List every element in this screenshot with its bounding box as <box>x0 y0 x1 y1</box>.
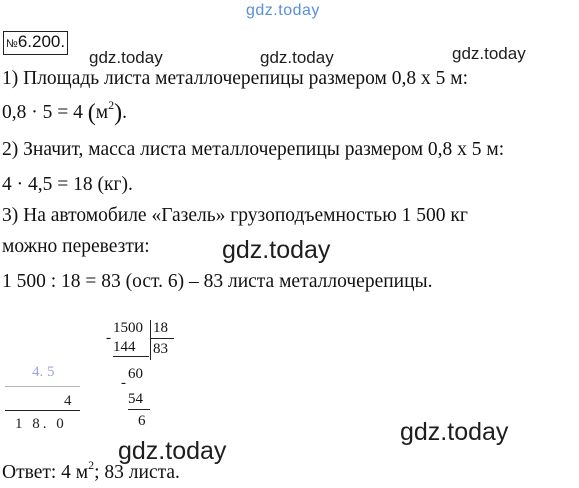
solution-line-6: можно перевезти: <box>2 236 150 257</box>
final-remainder: 6 <box>138 413 146 429</box>
solution-line-4: 4 · 4,5 = 18 (кг). <box>2 174 133 195</box>
watermark: gdz.today <box>452 44 526 63</box>
solution-line-5: 3) На автомобиле «Газель» грузоподъемностью 1 500 кг <box>2 205 468 226</box>
product: 1 8. 0 <box>15 416 67 432</box>
watermark: gdz.today <box>400 418 509 446</box>
answer <box>2 458 180 484</box>
subtrahend-2: 54 <box>128 391 143 407</box>
watermark-top: gdz.today <box>246 2 320 19</box>
multiplicand: 4. 5 <box>32 364 55 380</box>
remainder-1: 60 <box>128 366 143 382</box>
quotient: 83 <box>153 341 168 357</box>
area-exponent: 2 <box>108 98 115 112</box>
subtrahend-1: 144 <box>113 339 136 355</box>
area-expression: 0,8 · 5 = 4 <box>2 102 83 123</box>
solution-line-2: 0,8 · 5 = 4 $(м^2)$. <box>2 98 127 126</box>
period: . <box>122 102 127 123</box>
solution-line-7: 1 500 : 18 = 83 (ост. 6) – 83 листа металлочерепицы. <box>2 271 433 292</box>
number-sign: № <box>6 38 18 50</box>
multiplier: 4 <box>64 393 72 409</box>
problem-number-value: 6.200. <box>17 32 66 51</box>
solution-line-1: 1) Площадь листа металлочерепицы размером 0,8 х 5 м: <box>2 68 469 89</box>
minus-sign: - <box>121 375 126 391</box>
answer-prefix: Ответ: 4 м <box>2 462 89 483</box>
watermark: gdz.today <box>118 437 227 465</box>
answer-suffix: ; 83 листа. <box>94 462 180 483</box>
watermark: gdz.today <box>89 48 163 67</box>
area-unit: м <box>95 102 109 123</box>
watermark: gdz.today <box>260 48 334 67</box>
answer-exponent: 2 <box>88 458 95 472</box>
problem-number <box>3 31 68 55</box>
solution-line-3: 2) Значит, масса листа металлочерепицы размером 0,8 х 5 м: <box>2 139 505 160</box>
watermark: gdz.today <box>222 236 331 264</box>
divisor: 18 <box>153 320 168 336</box>
dividend: 1500 <box>113 320 143 336</box>
minus-sign: - <box>106 330 111 346</box>
